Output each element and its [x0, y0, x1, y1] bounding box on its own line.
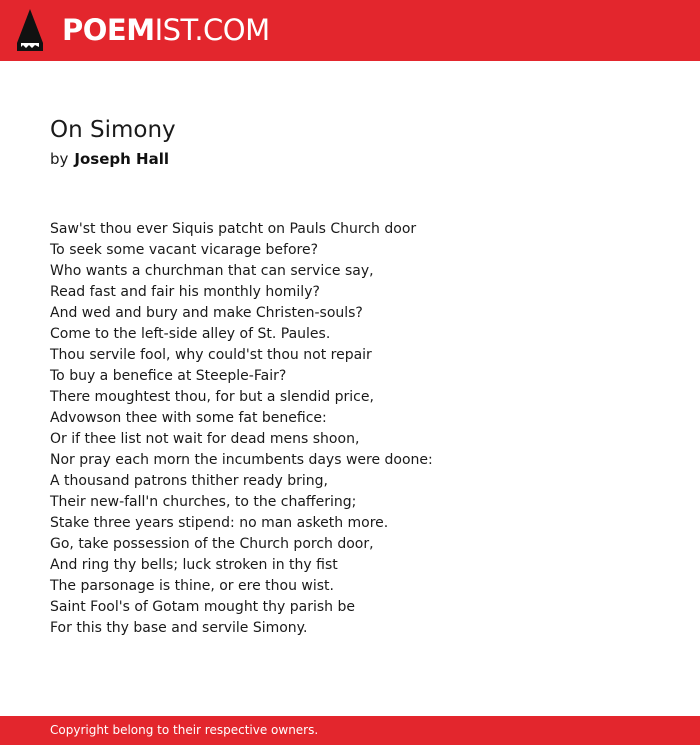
- poem-line: A thousand patrons thither ready bring,: [50, 473, 328, 489]
- author-link[interactable]: Joseph Hall: [74, 150, 169, 168]
- copyright-text: Copyright belong to their respective owners.: [50, 723, 319, 737]
- poem-line: There moughtest thou, for but a slendid price,: [50, 389, 374, 405]
- site-footer: [0, 716, 700, 745]
- poem-line: To buy a benefice at Steeple-Fair?: [50, 368, 287, 384]
- site-header: [0, 0, 700, 61]
- poem-line: Saw'st thou ever Siquis patcht on Pauls Church door: [50, 221, 417, 237]
- pencil-tip-icon[interactable]: [17, 9, 43, 51]
- poem-line: And wed and bury and make Christen-souls?: [50, 305, 363, 321]
- poem-line: Advowson thee with some fat benefice:: [50, 410, 327, 426]
- poem-line: Read fast and fair his monthly homily?: [50, 284, 320, 300]
- brand-bold-text: POEM: [62, 13, 155, 47]
- poem-line: And ring thy bells; luck stroken in thy fist: [50, 557, 338, 573]
- poem-line: Thou servile fool, why could'st thou not repair: [50, 347, 372, 363]
- site-logo-link[interactable]: [62, 12, 270, 48]
- poem-line: Go, take possession of the Church porch door,: [50, 536, 374, 552]
- poem-line: Saint Fool's of Gotam mought thy parish be: [50, 599, 355, 615]
- byline: [50, 150, 169, 168]
- poem-line: Or if thee list not wait for dead mens shoon,: [50, 431, 360, 447]
- brand-light-text: IST.COM: [154, 13, 270, 47]
- poem-line: Their new-fall'n churches, to the chaffering;: [50, 494, 357, 510]
- poem-line: The parsonage is thine, or ere thou wist.: [50, 578, 334, 594]
- poem-line: To seek some vacant vicarage before?: [50, 242, 319, 258]
- poem-body: [50, 219, 670, 639]
- poem-line: Come to the left-side alley of St. Paules.: [50, 326, 331, 342]
- poem-line: Nor pray each morn the incumbents days were doone:: [50, 452, 433, 468]
- by-label: by: [50, 150, 69, 168]
- poem-line: For this thy base and servile Simony.: [50, 620, 308, 636]
- poem-line: Who wants a churchman that can service say,: [50, 263, 374, 279]
- poem-line: Stake three years stipend: no man asketh more.: [50, 515, 389, 531]
- poem-title: On Simony: [50, 117, 176, 143]
